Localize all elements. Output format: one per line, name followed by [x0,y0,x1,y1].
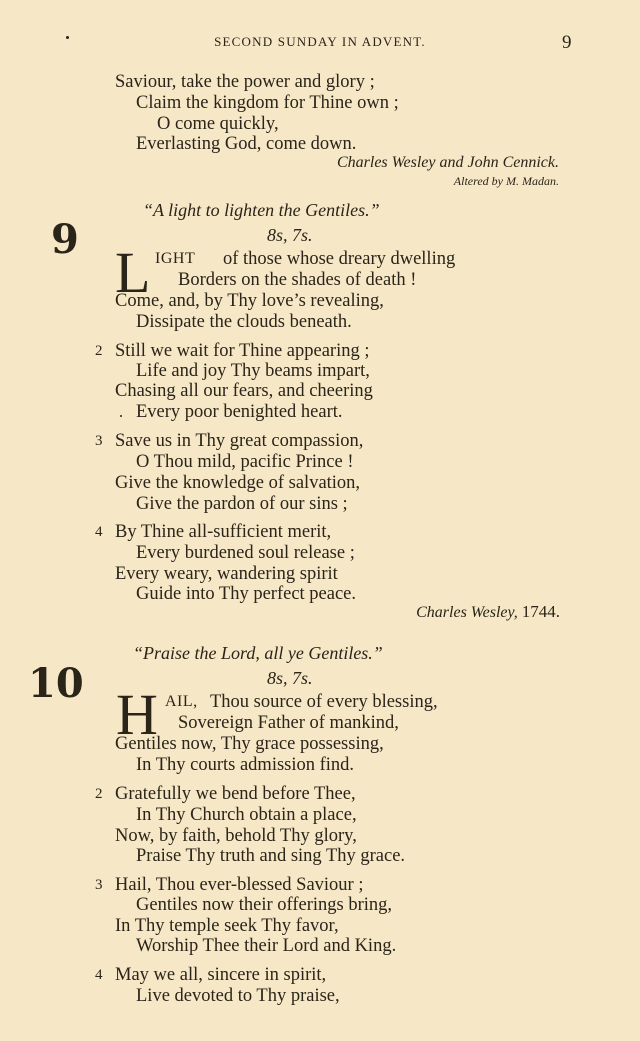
verse-line: Give the knowledge of salvation, [115,473,361,493]
verse-line: O Thou mild, pacific Prince ! [136,452,354,472]
verse-line: Thou source of every blessing, [210,692,438,712]
hymn-number: 10 [28,660,84,707]
verse-line: Every weary, wandering spirit [115,564,338,584]
author-attribution: Charles Wesley and John Cennick. [336,154,559,171]
verse-line: O come quickly, [157,114,279,134]
verse-line: In Thy Church obtain a place, [136,805,357,825]
verse-line: Give the pardon of our sins ; [136,494,348,514]
verse-line: In Thy temple seek Thy favor, [115,916,339,936]
verse-line: Now, by faith, behold Thy glory, [115,826,357,846]
verse-line: Claim the kingdom for Thine own ; [136,93,399,113]
verse-line: By Thine all-sufficient merit, [115,522,332,542]
verse-line: Praise Thy truth and sing Thy grace. [136,846,406,866]
verse-number: 4 [95,967,103,983]
verse-line: Gentiles now their offerings bring, [136,895,393,915]
page-number: 9 [562,32,572,53]
hymn-title: “Praise the Lord, all ye Gentiles.” [133,643,383,663]
verse-line: In Thy courts admission find. [136,755,355,775]
verse-line: Sovereign Father of mankind, [178,713,399,733]
running-header: SECOND SUNDAY IN ADVENT. [214,34,426,49]
hymn-number: 9 [51,216,79,263]
verse-line: Save us in Thy great compassion, [115,431,364,451]
verse-line: Hail, Thou ever-blessed Saviour ; [115,875,364,895]
verse-number: 2 [95,343,103,359]
alteration-note: Altered by M. Madan. [453,174,559,188]
verse-number: 3 [95,877,103,893]
verse-line: Everlasting God, come down. [136,134,357,154]
verse-line: Chasing all our fears, and cheering [115,381,373,401]
verse-line: Dissipate the clouds beneath. [136,312,352,332]
hymn-meter: 8s, 7s. [267,668,313,688]
verse-line: Live devoted to Thy praise, [136,986,340,1006]
verse-line: Saviour, take the power and glory ; [115,72,375,92]
drop-cap: H [116,682,158,747]
verse-line: Guide into Thy perfect peace. [136,584,357,604]
author-attribution: Charles Wesley, [416,604,518,621]
verse-line: Every burdened soul release ; [136,543,355,563]
verse-line: Borders on the shades of death ! [178,270,417,290]
drop-cap: L [115,240,151,305]
first-word: AIL, [165,693,198,710]
verse-number: 2 [95,786,103,802]
author-attribution-line [416,602,560,622]
hymn-meter: 8s, 7s. [267,225,313,245]
verse-line: Worship Thee their Lord and King. [136,936,397,956]
hymn-title: “A light to lighten the Gentiles.” [143,200,380,220]
verse-line: May we all, sincere in spirit, [115,965,327,985]
verse-line: Come, and, by Thy love’s revealing, [115,291,384,311]
verse-line: Every poor benighted heart. [136,402,343,422]
verse-line: Life and joy Thy beams impart, [136,361,370,381]
first-word: IGHT [155,250,196,267]
verse-number: 3 [95,433,103,449]
year: 1744. [521,602,560,621]
verse-line: of those whose dreary dwelling [223,249,456,269]
verse-line: Still we wait for Thine appearing ; [115,341,370,361]
verse-line: Gentiles now, Thy grace possessing, [115,734,384,754]
verse-number: 4 [95,524,103,540]
ink-speck [120,415,122,417]
verse-line: Gratefully we bend before Thee, [115,784,356,804]
